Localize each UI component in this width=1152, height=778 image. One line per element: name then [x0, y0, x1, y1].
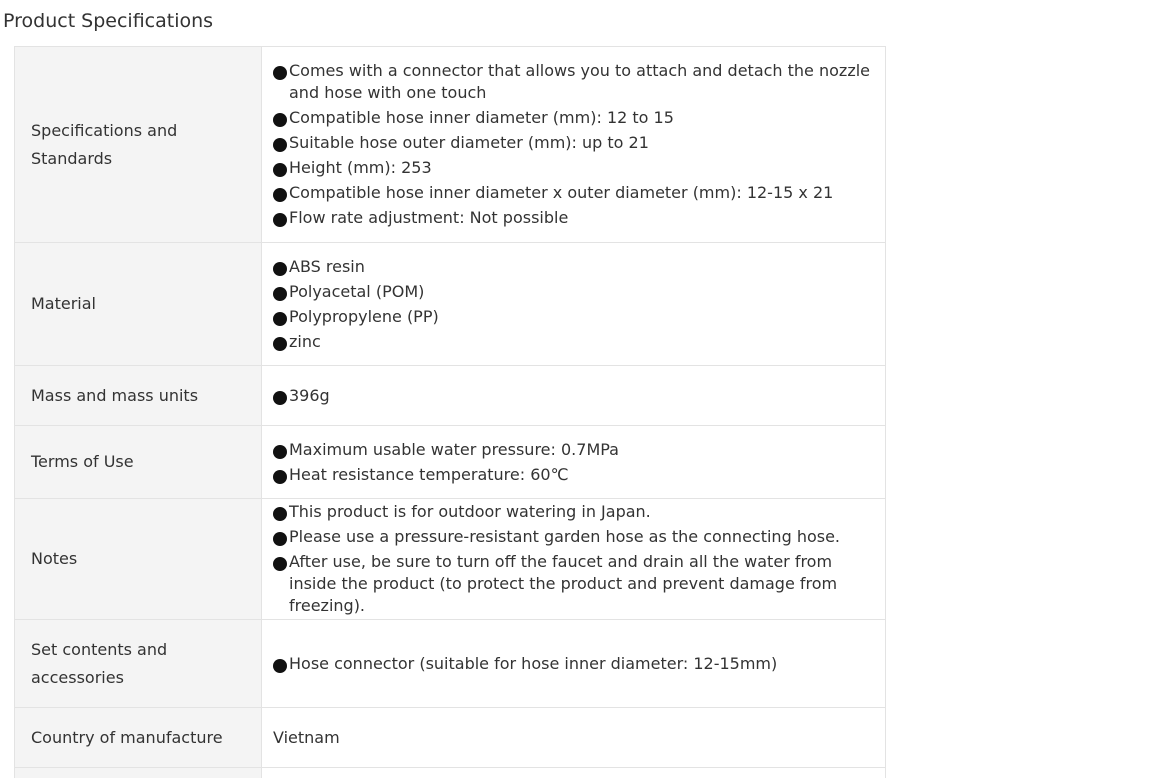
bullet-icon: [273, 262, 287, 276]
spec-label: Terms of Use: [15, 426, 262, 499]
bullet-icon: [273, 163, 287, 177]
spec-value: [262, 47, 886, 243]
bullet-icon: [273, 188, 287, 202]
spec-bullet-item: Please use a pressure-resistant garden hose as the connecting hose.: [273, 526, 873, 548]
spec-plain-value: Vietnam: [273, 727, 340, 747]
spec-row-mass: [15, 366, 886, 426]
spec-row-terms-of-use: [15, 426, 886, 499]
spec-bullet-item: After use, be sure to turn off the faucet and drain all the water from inside the product (to protect the product and prevent damage from freezing).: [273, 551, 873, 617]
spec-bullet-list: [273, 60, 873, 229]
spec-row-country-of-manufacture: [15, 708, 886, 768]
spec-label: Notes: [15, 499, 262, 620]
bullet-icon: [273, 113, 287, 127]
bullet-icon: [273, 287, 287, 301]
bullet-icon: [273, 138, 287, 152]
spec-row-specifications-and-standards: [15, 47, 886, 243]
bullet-icon: [273, 213, 287, 227]
spec-value: [262, 243, 886, 366]
spec-row-material: [15, 243, 886, 366]
spec-value: [262, 620, 886, 708]
bullet-icon: [273, 312, 287, 326]
spec-label: Country of manufacture: [15, 708, 262, 768]
spec-value: [262, 708, 886, 768]
spec-bullet-item: Suitable hose outer diameter (mm): up to 21: [273, 132, 873, 154]
spec-bullet-item: This product is for outdoor watering in Japan.: [273, 501, 873, 523]
spec-bullet-item: Height (mm): 253: [273, 157, 873, 179]
bullet-icon: [273, 659, 287, 673]
spec-bullet-item: ABS resin: [273, 256, 873, 278]
spec-bullet-list: [273, 501, 873, 617]
spec-bullet-list: [273, 653, 873, 675]
spec-bullet-item: Heat resistance temperature: 60℃: [273, 464, 873, 486]
spec-bullet-list: [273, 256, 873, 353]
spec-bullet-list: [273, 385, 873, 407]
spec-value: [262, 768, 886, 778]
bullet-icon: [273, 557, 287, 571]
spec-row-set-contents: [15, 620, 886, 708]
spec-bullet-item: Compatible hose inner diameter (mm): 12 to 15: [273, 107, 873, 129]
spec-value: [262, 499, 886, 620]
spec-label: Mass and mass units: [15, 366, 262, 426]
spec-bullet-item: Comes with a connector that allows you to attach and detach the nozzle and hose with one touch: [273, 60, 873, 104]
spec-bullet-item: Flow rate adjustment: Not possible: [273, 207, 873, 229]
spec-bullet-item: zinc: [273, 331, 873, 353]
spec-bullet-item: Compatible hose inner diameter x outer diameter (mm): 12-15 x 21: [273, 182, 873, 204]
spec-bullet-item: Maximum usable water pressure: 0.7MPa: [273, 439, 873, 461]
spec-bullet-item: Polypropylene (PP): [273, 306, 873, 328]
spec-label: Set contents and accessories: [15, 620, 262, 708]
bullet-icon: [273, 507, 287, 521]
spec-bullet-item: Polyacetal (POM): [273, 281, 873, 303]
bullet-icon: [273, 391, 287, 405]
bullet-icon: [273, 337, 287, 351]
spec-value: [262, 426, 886, 499]
bullet-icon: [273, 66, 287, 80]
bullet-icon: [273, 532, 287, 546]
spec-row-notes: [15, 499, 886, 620]
spec-label: Specifications and Standards: [15, 47, 262, 243]
spec-table: [14, 46, 886, 778]
spec-label: [15, 768, 262, 778]
spec-label: Material: [15, 243, 262, 366]
bullet-icon: [273, 470, 287, 484]
section-title: Product Specifications: [3, 10, 214, 32]
spec-bullet-item: Hose connector (suitable for hose inner diameter: 12-15mm): [273, 653, 873, 675]
spec-row-next: [15, 768, 886, 778]
spec-bullet-list: [273, 439, 873, 486]
bullet-icon: [273, 445, 287, 459]
spec-value: [262, 366, 886, 426]
spec-bullet-item: 396g: [273, 385, 873, 407]
